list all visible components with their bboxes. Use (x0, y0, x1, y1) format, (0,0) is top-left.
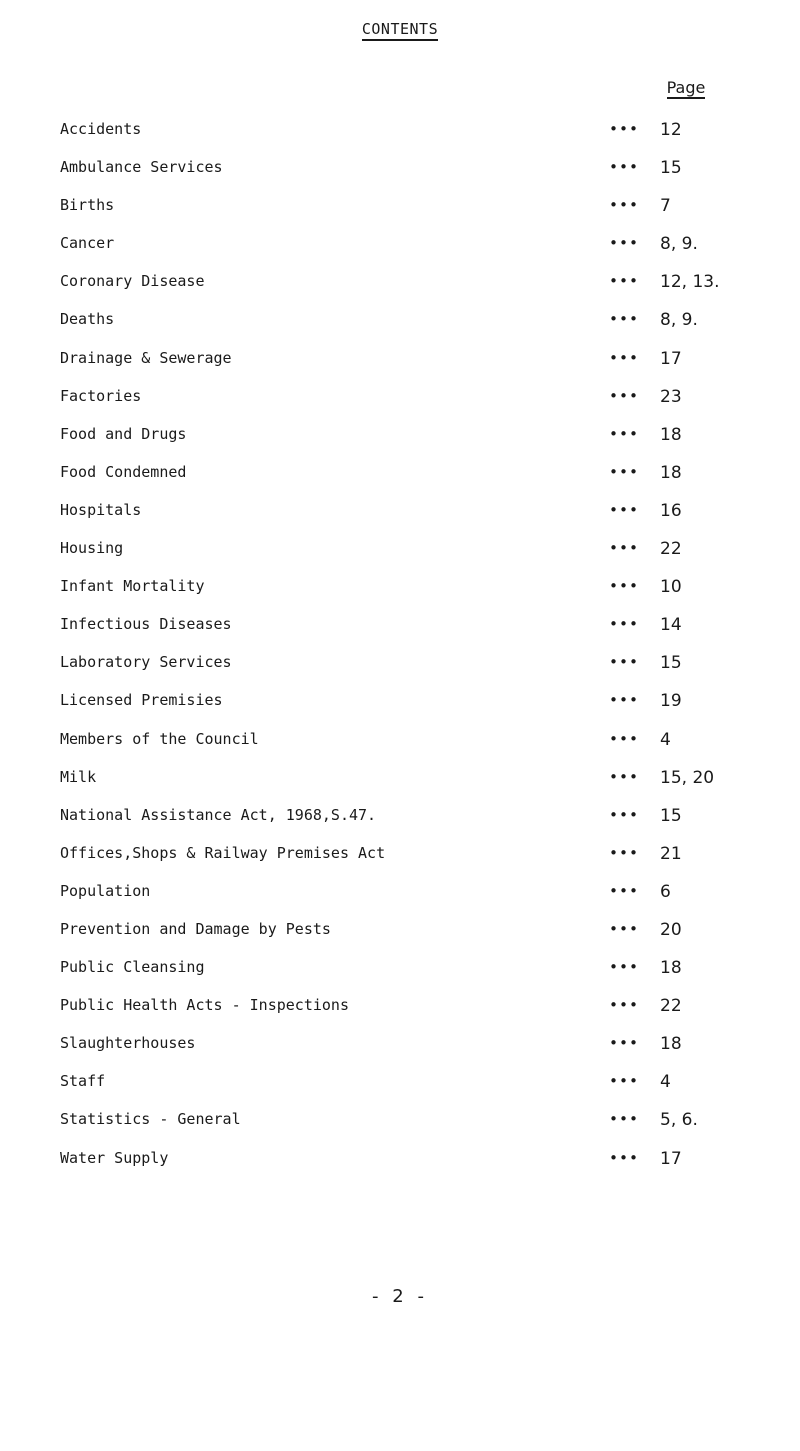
contents-entry (60, 348, 780, 386)
contents-entry (60, 1071, 780, 1109)
contents-entry (60, 614, 780, 652)
entry-dot-leader: ••• (609, 120, 640, 138)
entry-page-number: 4 (660, 729, 671, 750)
entry-dot-leader: ••• (609, 424, 640, 443)
contents-entry (60, 424, 780, 462)
entry-page-number: 5, 6. (660, 1110, 698, 1131)
entry-page-number: 17 (660, 1148, 682, 1169)
entry-label: Factories (60, 386, 142, 405)
entry-page-number: 15 (660, 158, 682, 179)
entry-dot-leader: ••• (609, 1072, 640, 1091)
entry-dot-leader: ••• (609, 729, 640, 748)
entry-label: Drainage & Sewerage (60, 348, 232, 367)
entry-page-number: 18 (660, 462, 682, 483)
entry-label: Public Health Acts - Inspections (60, 996, 349, 1015)
entry-label: Housing (60, 539, 124, 558)
entry-page-number: 4 (660, 1072, 671, 1093)
entry-dot-leader: ••• (609, 919, 640, 938)
entry-label: Coronary Disease (60, 272, 205, 291)
entry-page-number: 22 (660, 996, 682, 1017)
contents-entry (60, 652, 780, 690)
entry-label: Water Supply (60, 1148, 169, 1167)
entry-dot-leader: ••• (609, 615, 640, 634)
entry-dot-leader: ••• (609, 272, 640, 291)
entry-label: Ambulance Services (60, 158, 223, 177)
entry-label: National Assistance Act, 1968,S.47. (60, 805, 377, 824)
contents-entry (60, 881, 780, 919)
entry-page-number: 18 (660, 1034, 682, 1055)
contents-entry (60, 271, 780, 309)
entry-dot-leader: ••• (609, 1034, 640, 1053)
entry-label: Deaths (60, 310, 115, 329)
contents-entry (60, 195, 780, 233)
contents-entry (60, 690, 780, 728)
entry-dot-leader: ••• (609, 577, 640, 596)
entry-dot-leader: ••• (609, 386, 640, 405)
entry-page-number: 23 (660, 386, 682, 407)
entry-page-number: 10 (660, 577, 682, 598)
contents-entry (60, 1109, 780, 1147)
entry-page-number: 6 (660, 881, 671, 902)
entry-label: Public Cleansing (60, 958, 205, 977)
entry-label: Staff (60, 1072, 106, 1091)
entry-dot-leader: ••• (609, 767, 640, 786)
entry-page-number: 22 (660, 539, 682, 560)
entry-label: Food Condemned (60, 462, 187, 481)
entry-page-number: 15 (660, 805, 682, 826)
entry-label: Statistics - General (60, 1110, 241, 1129)
page-number-footer: - 2 - (372, 1286, 428, 1307)
entry-page-number: 15 (660, 653, 682, 674)
contents-entry (60, 157, 780, 195)
entry-label: Laboratory Services (60, 653, 232, 672)
entry-dot-leader: ••• (609, 462, 640, 481)
entry-label: Slaughterhouses (60, 1034, 196, 1053)
entry-dot-leader: ••• (609, 691, 640, 710)
entry-dot-leader: ••• (609, 196, 640, 215)
contents-entry (60, 462, 780, 500)
page-title: CONTENTS (0, 20, 800, 41)
entry-page-number: 8, 9. (660, 310, 698, 331)
contents-entry (60, 729, 780, 767)
entry-label: Infant Mortality (60, 577, 205, 596)
entry-dot-leader: ••• (609, 539, 640, 558)
contents-entry (60, 919, 780, 957)
entry-dot-leader: ••• (609, 881, 640, 900)
entry-page-number: 8, 9. (660, 234, 698, 255)
entry-page-number: 12 (660, 120, 682, 140)
entry-dot-leader: ••• (609, 653, 640, 672)
contents-entry (60, 805, 780, 843)
entry-dot-leader: ••• (609, 958, 640, 977)
entry-page-number: 12, 13. (660, 272, 720, 293)
contents-entry (60, 1148, 780, 1186)
contents-entry (60, 233, 780, 271)
contents-entry (60, 538, 780, 576)
entry-dot-leader: ••• (609, 843, 640, 862)
entry-label: Cancer (60, 234, 115, 253)
page-column-header: Page (666, 78, 706, 97)
entry-page-number: 16 (660, 500, 682, 521)
entry-dot-leader: ••• (609, 996, 640, 1015)
entry-label: Infectious Diseases (60, 615, 232, 634)
contents-entry (60, 386, 780, 424)
contents-entry (60, 309, 780, 347)
entry-page-number: 17 (660, 348, 682, 369)
contents-entry (60, 957, 780, 995)
entry-page-number: 21 (660, 843, 682, 864)
entry-label: Prevention and Damage by Pests (60, 919, 331, 938)
entry-dot-leader: ••• (609, 805, 640, 824)
entry-dot-leader: ••• (609, 310, 640, 329)
entry-dot-leader: ••• (609, 234, 640, 253)
entry-page-number: 20 (660, 919, 682, 940)
entry-label: Food and Drugs (60, 424, 187, 443)
contents-entry (60, 995, 780, 1033)
entry-label: Members of the Council (60, 729, 259, 748)
contents-entry (60, 500, 780, 538)
contents-entry (60, 843, 780, 881)
entry-label: Births (60, 196, 115, 215)
entry-label: Offices,Shops & Railway Premises Act (60, 843, 386, 862)
entry-page-number: 15, 20 (660, 767, 715, 788)
entry-page-number: 19 (660, 691, 682, 712)
entry-dot-leader: ••• (609, 1110, 640, 1129)
entry-page-number: 18 (660, 958, 682, 979)
entry-dot-leader: ••• (609, 500, 640, 519)
entry-label: Hospitals (60, 500, 142, 519)
contents-entry (60, 119, 780, 157)
entry-dot-leader: ••• (609, 348, 640, 367)
entry-dot-leader: ••• (609, 158, 640, 177)
contents-entry (60, 767, 780, 805)
contents-entry (60, 1033, 780, 1071)
entry-dot-leader: ••• (609, 1148, 640, 1167)
entry-page-number: 14 (660, 615, 682, 636)
contents-list (60, 119, 780, 1186)
contents-entry (60, 576, 780, 614)
entry-label: Population (60, 881, 151, 900)
entry-page-number: 7 (660, 196, 671, 217)
entry-page-number: 18 (660, 424, 682, 445)
entry-label: Licensed Premisies (60, 691, 223, 710)
entry-label: Accidents (60, 120, 142, 138)
entry-label: Milk (60, 767, 97, 786)
